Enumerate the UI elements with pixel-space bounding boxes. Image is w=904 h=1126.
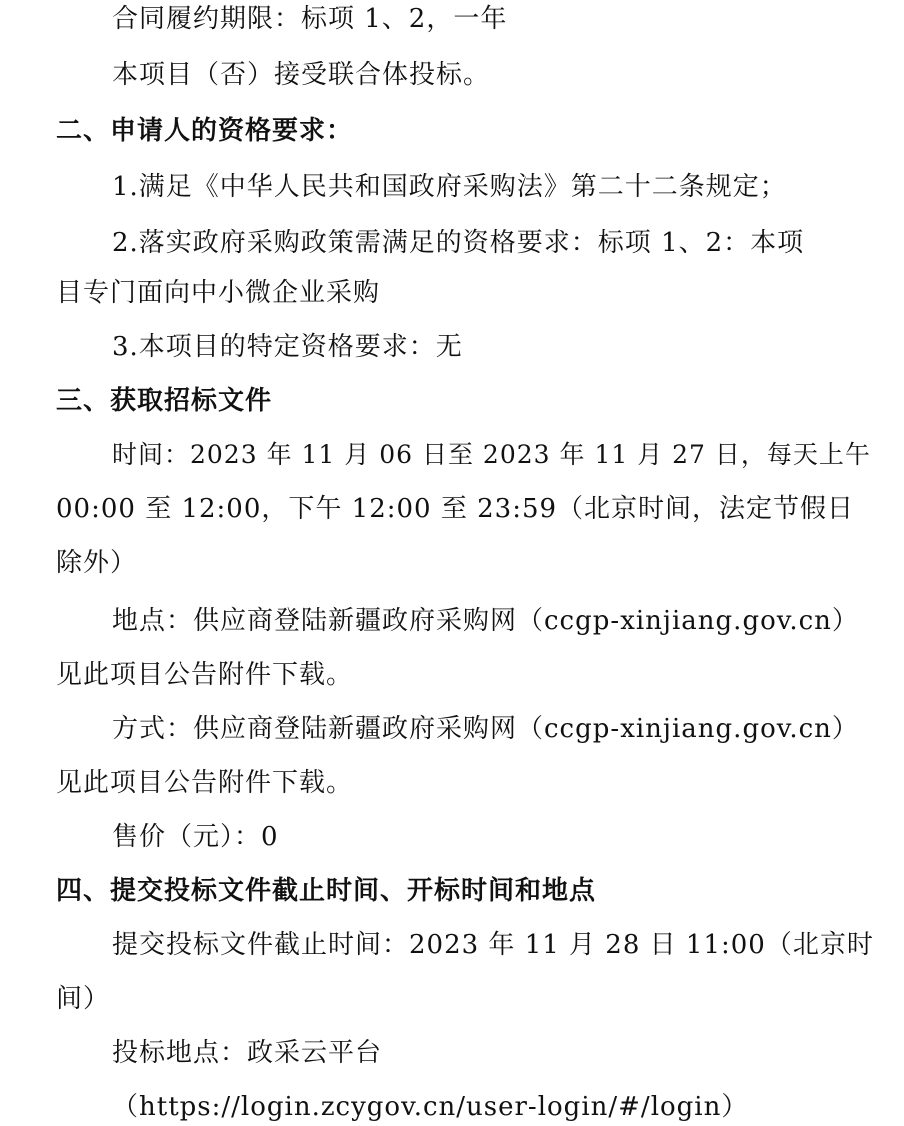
bid-place-text: 投标地点：政采云平台 <box>112 1038 383 1068</box>
obtain-time-line-1: 时间：2023 年 11 月 06 日至 2023 年 11 月 27 日，每天上午 <box>112 440 871 469</box>
obtain-time-line-2: 00:00 至 12:00，下午 12:00 至 23:59（北京时间，法定节假日 <box>56 494 855 524</box>
document-price: 售价（元）：0 <box>112 822 279 852</box>
bid-deadline-line-1: 提交投标文件截止时间：2023 年 11 月 28 日 11:00（北京时 <box>112 930 874 960</box>
consortium-text: 本项目（否）接受联合体投标。 <box>112 60 491 90</box>
contract-term-text: 合同履约期限：标项 1、2，一年 <box>112 4 508 34</box>
bid-deadline-line-2: 间） <box>56 984 111 1014</box>
obtain-method-line-1: 方式：供应商登陆新疆政府采购网（ccgp-xinjiang.gov.cn） <box>112 714 859 744</box>
obtain-place-line-2: 见此项目公告附件下载。 <box>56 660 354 690</box>
obtain-place-line-1: 地点：供应商登陆新疆政府采购网（ccgp-xinjiang.gov.cn） <box>112 606 859 636</box>
section-2-heading: 二、申请人的资格要求： <box>56 116 354 146</box>
bid-platform-url: （https://login.zcygov.cn/user-login/#/login） <box>112 1092 749 1122</box>
section-3-heading: 三、获取招标文件 <box>56 386 273 416</box>
section-4-heading: 四、提交投标文件截止时间、开标时间和地点 <box>56 876 597 906</box>
qualification-item-2-line-2: 目专门面向中小微企业采购 <box>56 278 381 308</box>
qualification-item-2-line-1: 2.落实政府采购政策需满足的资格要求：标项 1、2：本项 <box>112 228 805 258</box>
qualification-item-1: 1.满足《中华人民共和国政府采购法》第二十二条规定； <box>112 172 787 202</box>
qualification-item-3: 3.本项目的特定资格要求：无 <box>112 332 463 362</box>
obtain-time-line-3: 除外） <box>56 548 138 578</box>
obtain-method-line-2: 见此项目公告附件下载。 <box>56 768 354 798</box>
